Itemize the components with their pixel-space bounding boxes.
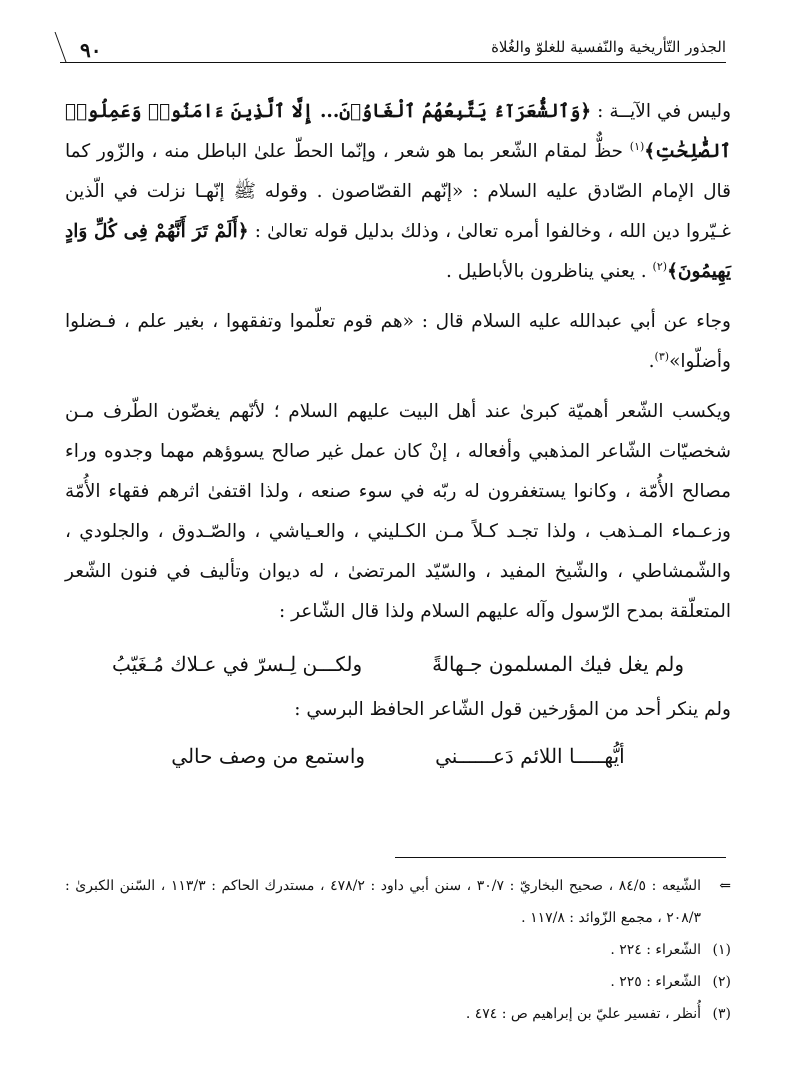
paragraph <box>65 690 731 730</box>
footnote-text: الشّعراء : ٢٢٤ . <box>610 942 701 958</box>
page-number: ٩٠ <box>80 38 102 62</box>
footnote-ref: (٣) <box>654 349 670 363</box>
paragraph <box>65 392 731 632</box>
footnote-ref: (١) <box>629 139 645 153</box>
footnote-item <box>65 934 731 966</box>
paragraph <box>65 302 731 382</box>
paragraph-end: . <box>648 351 655 372</box>
paragraph-text: ولم ينكر أحد من المؤرخين قول الشّاعر الحافظ البرسي : <box>294 699 731 720</box>
paragraph-text: ويكسب الشّعر أهميّة كبرىٰ عند أهل البيت عليهم السلام ؛ لأنّهم يغضّون الطّرف مـن شخصيّات الشّاعر المذهبي وأفعاله ، إنْ كان عمل غير صالح يسوؤهم مهما وجدوه وراء مصالح الأُمّة ، وكانوا يستغفرون له ربّه في سوء صنعه ، ولذا اقتفىٰ اثرهم فقهاء الأُمّة وزعـماء المـذهب ، ولذا تجـد كـلاً مـن الكـليني ، والعـياشي ، والصّـدوق ، والجلودي ، والشّمشاطي ، والشّيخ المفيد ، والسّيّد المرتضىٰ ، له ديوان وتأليف في فنون الشّعر المتعلّقة بمدح الرّسول وآله عليهم السلام ولذا قال الشّاعر : <box>65 401 731 622</box>
footnotes <box>65 870 731 1030</box>
poem-verse <box>65 734 731 778</box>
footnote-mark: (٣) <box>712 1006 731 1022</box>
paragraph <box>65 92 731 292</box>
poem-verse <box>65 642 731 686</box>
main-text <box>65 92 731 782</box>
footnote-text: الشّعراء : ٢٢٥ . <box>610 974 701 990</box>
quran-quote: ﴿أَلَمْ تَرَ أَنَّهُمْ فِى كُلِّ وَادٍ يَهِيمُونَ﴾ <box>65 221 731 282</box>
verse-second-hemistich: ولكـــن لِـسرّ في عـلاك مُـغَيّبُ <box>111 652 363 676</box>
arrow-icon: ⇐ <box>719 878 731 894</box>
header-rule <box>60 62 726 63</box>
footnote-item <box>65 998 731 1030</box>
footnote-mark: (٢) <box>712 974 731 990</box>
footnote-separator <box>395 857 726 858</box>
paragraph-text: وجاء عن أبي عبدالله عليه السلام قال : «هم قوم تعلّموا وتفقهوا ، بغير علم ، فـضلوا وأضلّوا» <box>65 311 731 372</box>
footnote-text: أُنظر ، تفسير عليّ بن إبراهيم ص : ٤٧٤ . <box>465 1006 701 1022</box>
footnote-mark: (١) <box>712 942 731 958</box>
footnote-text: الشّيعه : ٨٤/٥ ، صحيح البخاريّ : ٣٠/٧ ، سنن أبي داود : ٤٧٨/٢ ، مستدرك الحاكم : ١١٣/٣ ، السّنن الكبرىٰ : ٢٠٨/٣ ، مجمع الزّوائد : ١١٧/٨ . <box>65 878 702 926</box>
paragraph-text: وليس في الآيــة : <box>597 101 732 122</box>
header-title: الجذور التّأريخية والنّفسية للغلوّ والغُلاة <box>491 38 726 56</box>
footnote-item <box>65 966 731 998</box>
verse-first-hemistich: أيُّهـــــا اللائم دَعــــــني <box>435 744 625 768</box>
verse-first-hemistich: ولم يغل فيك المسلمون جـهالةً <box>432 652 685 676</box>
footnote-ref: (٢) <box>652 259 668 273</box>
paragraph-text: حظٌّ لمقام الشّعر بما هو شعر ، وإنّما الحطّ علىٰ الباطل منه ، والزّور كما قال الإمام الصّادق عليه السلام : «إنّهم القصّاصون . وقوله ﷺ إنّهـا نزلت في الّذين غـيّروا دين الله ، وخالفوا أمره تعالىٰ ، وذلك بدليل قوله تعالىٰ : <box>65 141 731 242</box>
verse-second-hemistich: واستمع من وصف حالي <box>171 744 366 768</box>
running-header <box>60 32 726 66</box>
quran-quote: ﴿وَٱلشُّعَرَآءُ يَتَّبِعُهُمُ ٱلْغَاوُۥنَ... إِلَّا ٱلَّذِينَ ءَامَنُوا۟ وَعَمِلُوا۟ ٱلصَّٰلِحَٰتِ﴾ <box>65 101 731 162</box>
footnote-source <box>65 870 731 934</box>
paragraph-text: . يعني يناظرون بالأباطيل . <box>446 261 647 282</box>
